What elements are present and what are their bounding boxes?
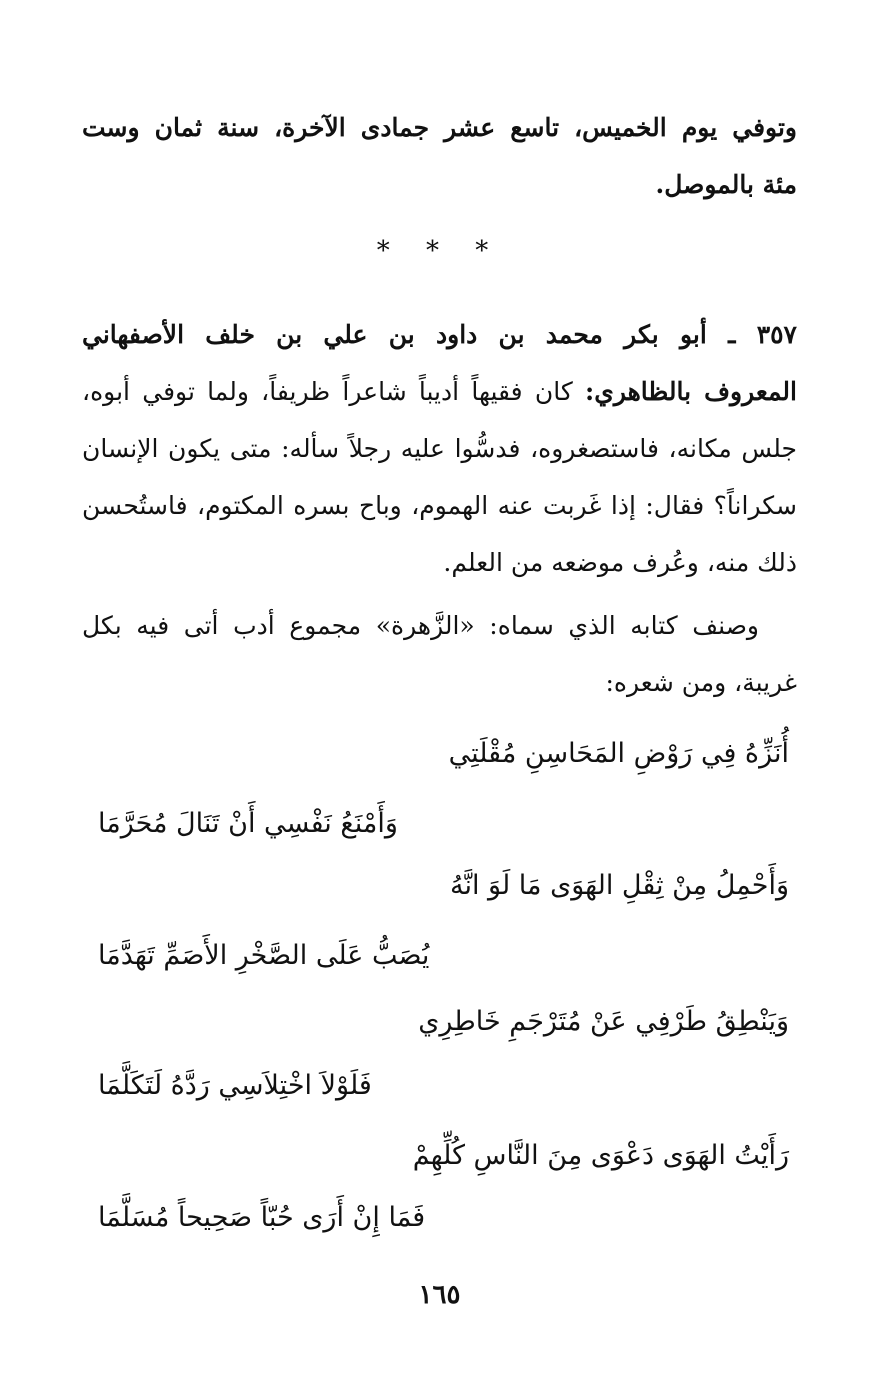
entry-heading-continued: المعروف بالظاهري: <box>585 377 797 406</box>
text-line: مئة بالموصل. <box>655 170 797 199</box>
text-line: وصنف كتابه الذي سماه: «الزَّهرة» مجموع أدب أتى فيه بكل <box>82 611 759 640</box>
poem-verse: أُنَزِّهُ فِي رَوْضِ المَحَاسِنِ مُقْلَتِي <box>448 738 789 769</box>
text-line: سكراناً؟ فقال: إذا غَربت عنه الهموم، وباح بسره المكتوم، فاستُحسن <box>82 491 797 520</box>
text-line: وتوفي يوم الخميس، تاسع عشر جمادى الآخرة، سنة ثمان وست <box>82 113 797 142</box>
text-line: غريبة، ومن شعره: <box>605 668 797 697</box>
poem-verse: وَأَحْمِلُ مِنْ ثِقْلِ الهَوَى مَا لَوَ انَّهُ <box>449 870 789 901</box>
poem-verse: يُصَبُّ عَلَى الصَّخْرِ الأَصَمِّ تَهَدَّمَا <box>98 940 430 971</box>
text-line: جلس مكانه، فاستصغروه، فدسُّوا عليه رجلاً سأله: متى يكون الإنسان <box>82 434 797 463</box>
page-number: ١٦٥ <box>418 1280 461 1310</box>
text-span: كان فقيهاً أديباً شاعراً ظريفاً، ولما توفي أبوه، <box>82 377 586 406</box>
text-line: ذلك منه، وعُرف موضعه من العلم. <box>443 548 797 577</box>
poem-verse: فَمَا إِنْ أَرَى حُبّاً صَحِيحاً مُسَلَّمَا <box>98 1202 426 1233</box>
poem-verse: وَأَمْنَعُ نَفْسِي أَنْ تَنَالَ مُحَرَّمَا <box>98 808 398 839</box>
poem-verse: فَلَوْلاَ اخْتِلاَسِي رَدَّهُ لَتَكَلَّمَا <box>98 1070 372 1101</box>
poem-verse: وَيَنْطِقُ طَرْفِي عَنْ مُتَرْجَمِ خَاطِرِي <box>418 1006 789 1037</box>
section-separator: * * * <box>376 236 503 266</box>
text-line <box>82 375 797 409</box>
poem-verse: رَأَيْتُ الهَوَى دَعْوَى مِنَ النَّاسِ كُلِّهِمْ <box>412 1140 789 1171</box>
entry-heading: ٣٥٧ ـ أبو بكر محمد بن داود بن علي بن خلف الأصفهاني <box>82 320 797 349</box>
